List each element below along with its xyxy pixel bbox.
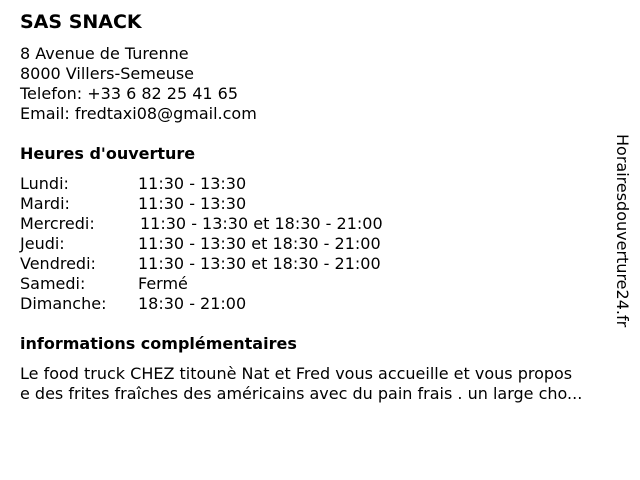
description-text <box>20 364 582 404</box>
hours-row-sunday <box>20 294 440 314</box>
day-label: Lundi: <box>20 174 69 193</box>
time-value: 11:30 - 13:30 et 18:30 - 21:00 <box>138 234 381 253</box>
time-value: 11:30 - 13:30 et 18:30 - 21:00 <box>138 254 381 273</box>
time-value: 11:30 - 13:30 <box>138 194 247 213</box>
hours-row-thursday <box>20 234 440 254</box>
day-label: Mercredi: <box>20 214 95 233</box>
hours-row-tuesday <box>20 194 440 214</box>
hours-row-friday <box>20 254 440 274</box>
hours-row-wednesday <box>20 214 440 234</box>
site-watermark <box>612 134 632 344</box>
hours-row-saturday <box>20 274 440 294</box>
time-value: Fermé <box>138 274 188 293</box>
hours-row-monday <box>20 174 440 194</box>
phone-number: Telefon: +33 6 82 25 41 65 <box>20 84 239 103</box>
time-value: 11:30 - 13:30 <box>138 174 247 193</box>
watermark-text: Horairesdouverture24.fr <box>613 134 632 328</box>
description-line: e des frites fraîches des américains avec du pain frais . un large cho... <box>20 384 583 403</box>
address-street: 8 Avenue de Turenne <box>20 44 189 63</box>
day-label: Vendredi: <box>20 254 96 273</box>
address-city: 8000 Villers-Semeuse <box>20 64 195 83</box>
opening-hours-heading: Heures d'ouverture <box>20 144 196 163</box>
contact-block <box>20 44 257 124</box>
email-address: Email: fredtaxi08@gmail.com <box>20 104 257 123</box>
opening-hours-table <box>20 174 440 314</box>
day-label: Samedi: <box>20 274 86 293</box>
additional-info-heading: informations complémentaires <box>20 334 297 353</box>
description-line: Le food truck CHEZ titounè Nat et Fred vous accueille et vous propos <box>20 364 573 383</box>
day-label: Jeudi: <box>20 234 65 253</box>
business-name: SAS SNACK <box>20 11 142 33</box>
time-value: 18:30 - 21:00 <box>138 294 247 313</box>
day-label: Mardi: <box>20 194 70 213</box>
day-label: Dimanche: <box>20 294 107 313</box>
time-value: 11:30 - 13:30 et 18:30 - 21:00 <box>140 214 383 233</box>
